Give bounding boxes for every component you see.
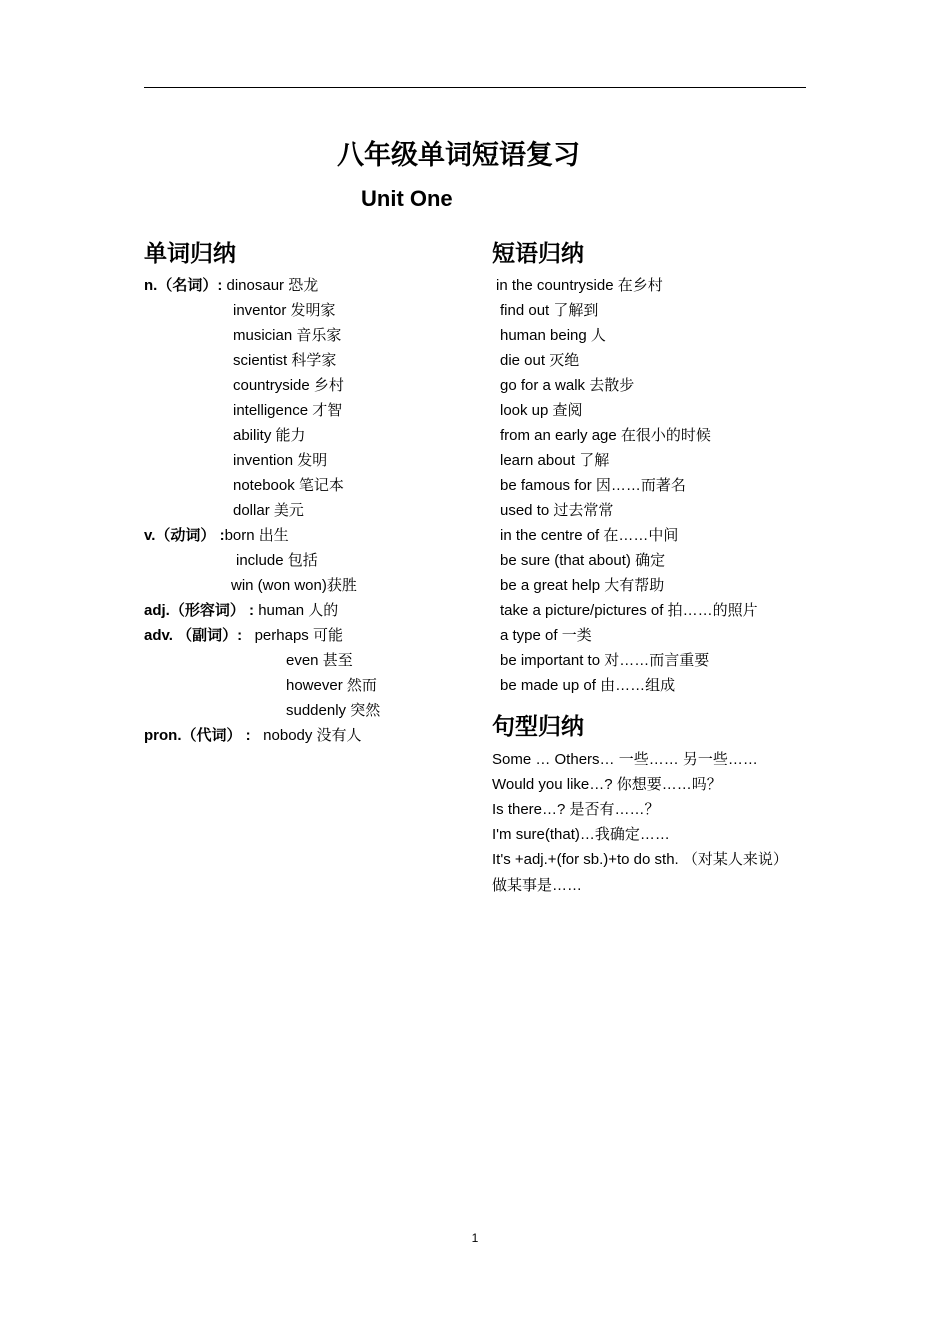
- word-entry: inventor 发明家: [233, 302, 336, 319]
- sentence-entry: I'm sure(that)…我确定……: [492, 826, 670, 843]
- pos-label-adv: adv. （副词）:: [144, 627, 243, 644]
- phrase-entry: look up 查阅: [500, 402, 583, 419]
- word-entry: suddenly 突然: [286, 702, 381, 719]
- phrase-entry: die out 灭绝: [500, 352, 580, 369]
- phrase-entry: be a great help 大有帮助: [500, 577, 665, 594]
- sentence-entry: Is there…? 是否有……？: [492, 801, 660, 818]
- word-entry: perhaps 可能: [254, 627, 343, 644]
- word-entry: countryside 乡村: [233, 377, 344, 394]
- phrase-entry: human being 人: [500, 327, 606, 344]
- word-entry: include 包括: [236, 552, 318, 569]
- word-entry: intelligence 才智: [233, 402, 343, 419]
- section-words-heading: 单词归纳: [144, 241, 236, 267]
- phrase-entry: learn about 了解: [500, 452, 610, 469]
- word-entry: nobody 没有人: [263, 727, 362, 744]
- sentence-entry: 做某事是……: [492, 877, 583, 894]
- header-rule: [144, 87, 806, 88]
- pos-label-pron: pron.（代词） :: [144, 727, 251, 744]
- word-entry: born 出生: [224, 527, 289, 544]
- phrase-entry: used to 过去常常: [500, 502, 614, 519]
- word-entry: ability 能力: [233, 427, 306, 444]
- word-row: [144, 526, 289, 546]
- phrase-entry: be important to 对……而言重要: [500, 652, 710, 669]
- phrase-entry: from an early age 在很小的时候: [500, 427, 711, 444]
- phrase-entry: be sure (that about) 确定: [500, 552, 666, 569]
- word-entry: however 然而: [286, 677, 377, 694]
- word-row: [144, 726, 362, 746]
- word-entry: dinosaur 恐龙: [226, 277, 319, 294]
- phrase-entry: take a picture/pictures of 拍……的照片: [500, 602, 758, 619]
- phrase-entry: in the countryside 在乡村: [496, 277, 663, 294]
- page-title: 八年级单词短语复习: [337, 140, 580, 171]
- word-entry: dollar 美元: [233, 502, 304, 519]
- word-entry: scientist 科学家: [233, 352, 337, 369]
- word-row: [144, 601, 338, 621]
- phrase-entry: in the centre of 在……中间: [500, 527, 679, 544]
- section-phrases-heading: 短语归纳: [492, 241, 584, 267]
- word-entry: win (won won)获胜: [231, 577, 357, 594]
- word-entry: even 甚至: [286, 652, 353, 669]
- word-entry: human 人的: [258, 602, 339, 619]
- phrase-entry: be famous for 因……而著名: [500, 477, 686, 494]
- page-number: 1: [471, 1231, 479, 1245]
- sentence-entry: It's +adj.+(for sb.)+to do sth. （对某人来说）: [492, 851, 788, 868]
- pos-label-verb: v.（动词） :: [144, 527, 225, 544]
- unit-title: Unit One: [361, 186, 453, 211]
- word-row: [144, 276, 318, 296]
- pos-label-noun: n.（名词）:: [144, 277, 223, 294]
- word-entry: invention 发明: [233, 452, 328, 469]
- phrase-entry: go for a walk 去散步: [500, 377, 635, 394]
- pos-label-adj: adj.（形容词） :: [144, 602, 255, 619]
- sentence-entry: Would you like…? 你想要……吗？: [492, 776, 722, 793]
- sentence-entry: Some … Others… 一些…… 另一些……: [492, 751, 758, 768]
- section-sentences-heading: 句型归纳: [492, 714, 584, 740]
- phrase-entry: a type of 一类: [500, 627, 592, 644]
- word-row: [144, 626, 343, 646]
- phrase-entry: be made up of 由……组成: [500, 677, 676, 694]
- word-entry: musician 音乐家: [233, 327, 342, 344]
- phrase-entry: find out 了解到: [500, 302, 599, 319]
- word-entry: notebook 笔记本: [233, 477, 344, 494]
